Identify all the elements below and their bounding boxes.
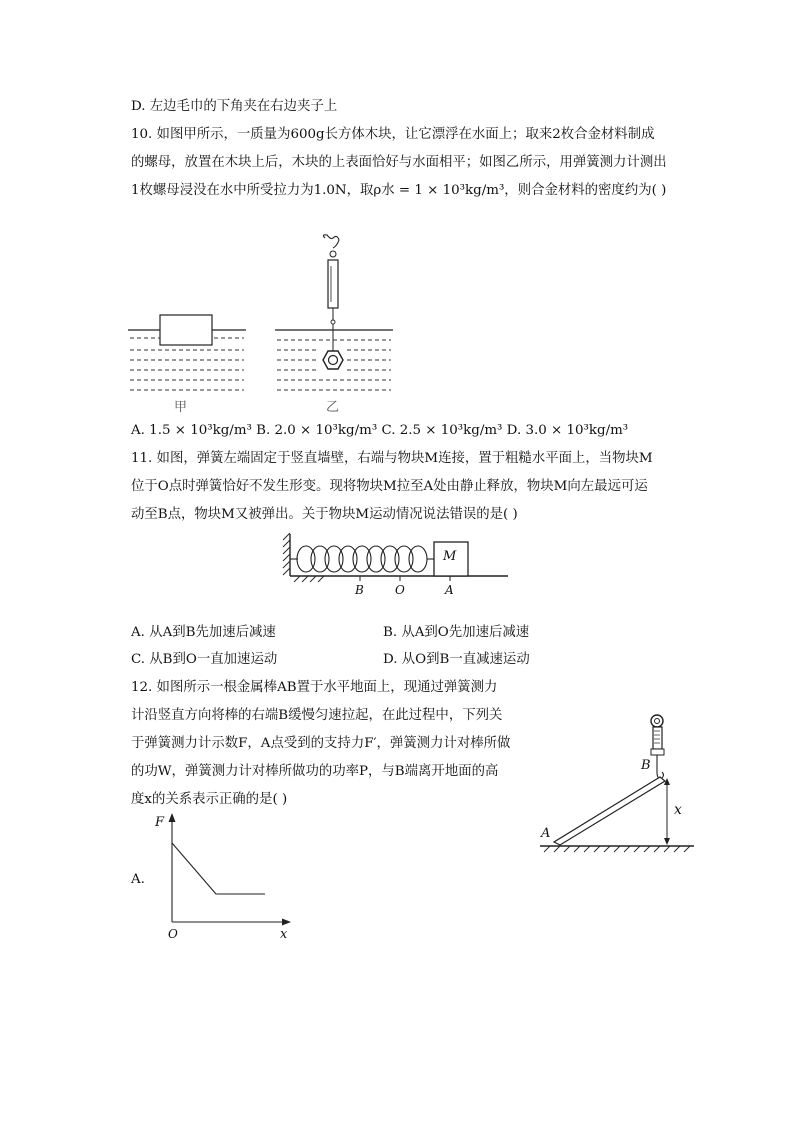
q12-line-2: 计沿竖直方向将棒的右端B缓慢匀速拉起，在此过程中，下列关 — [131, 708, 503, 723]
q11-option-a: A. 从A到B先加速后减速 — [131, 625, 276, 640]
q11-label-o: O — [395, 583, 405, 597]
q12-line-5: 度x的关系表示正确的是( ) — [131, 792, 288, 807]
q10-label-yi: 乙 — [326, 400, 340, 415]
q10-figure-yi — [275, 232, 393, 415]
q12-graph-x-label: x — [280, 927, 288, 942]
q11-spring-figure — [280, 530, 512, 602]
q12-rod-figure — [536, 712, 696, 858]
q12-graph-a — [150, 810, 300, 946]
q11-line-3: 动至B点，物块M又被弹出。关于物块M运动情况说法错误的是( ) — [131, 507, 518, 522]
q11-label-b: B — [355, 583, 364, 597]
q12-line-1: 12. 如图所示一根金属棒AB置于水平地面上，现通过弹簧测力 — [131, 680, 498, 695]
q12-label-x: x — [674, 802, 682, 818]
q9-option-d: D. 左边毛巾的下角夹在右边夹子上 — [131, 99, 338, 114]
q12-graph-origin: O — [168, 927, 178, 941]
q10-line-1: 10. 如图甲所示，一质量为600g长方体木块，让它漂浮在水面上；取来2枚合金材料制成 — [131, 127, 655, 142]
q11-option-b: B. 从A到O先加速后减速 — [383, 625, 530, 640]
q11-line-2: 位于O点时弹簧恰好不发生形变。现将物块M拉至A处由静止释放，物块M向左最远可运 — [131, 479, 648, 494]
q11-option-c: C. 从B到O一直加速运动 — [131, 652, 278, 667]
q12-graph-y-label: F — [155, 815, 165, 830]
q10-options: A. 1.5 × 10³kg/m³ B. 2.0 × 10³kg/m³ C. 2.5 × 10³kg/m³ D. 3.0 × 10³kg/m³ — [131, 423, 629, 438]
q10-line-2: 的螺母，放置在木块上后，木块的上表面恰好与水面相平；如图乙所示，用弹簧测力计测出 — [131, 155, 667, 170]
q10-figure-jia — [128, 310, 246, 415]
q11-label-a: A — [445, 583, 454, 597]
q12-line-3: 于弹簧测力计示数F，A点受到的支持力F′，弹簧测力计对棒所做 — [131, 736, 511, 751]
q10-label-jia: 甲 — [174, 400, 188, 415]
q12-option-a-label: A. — [131, 872, 145, 887]
q11-line-1: 11. 如图，弹簧左端固定于竖直墙壁，右端与物块M连接，置于粗糙水平面上，当物块M — [131, 451, 653, 466]
q12-label-a: A — [541, 826, 551, 841]
q12-label-b: B — [641, 758, 651, 773]
q10-line-3: 1枚螺母浸没在水中所受拉力为1.0N，取ρ水 = 1 × 10³kg/m³，则合金材料的密度约为( ) — [131, 183, 667, 198]
q11-label-m: M — [443, 549, 457, 564]
q12-line-4: 的功W，弹簧测力计对棒所做功的功率P，与B端离开地面的高 — [131, 764, 499, 779]
q11-option-d: D. 从O到B一直减速运动 — [383, 652, 530, 667]
